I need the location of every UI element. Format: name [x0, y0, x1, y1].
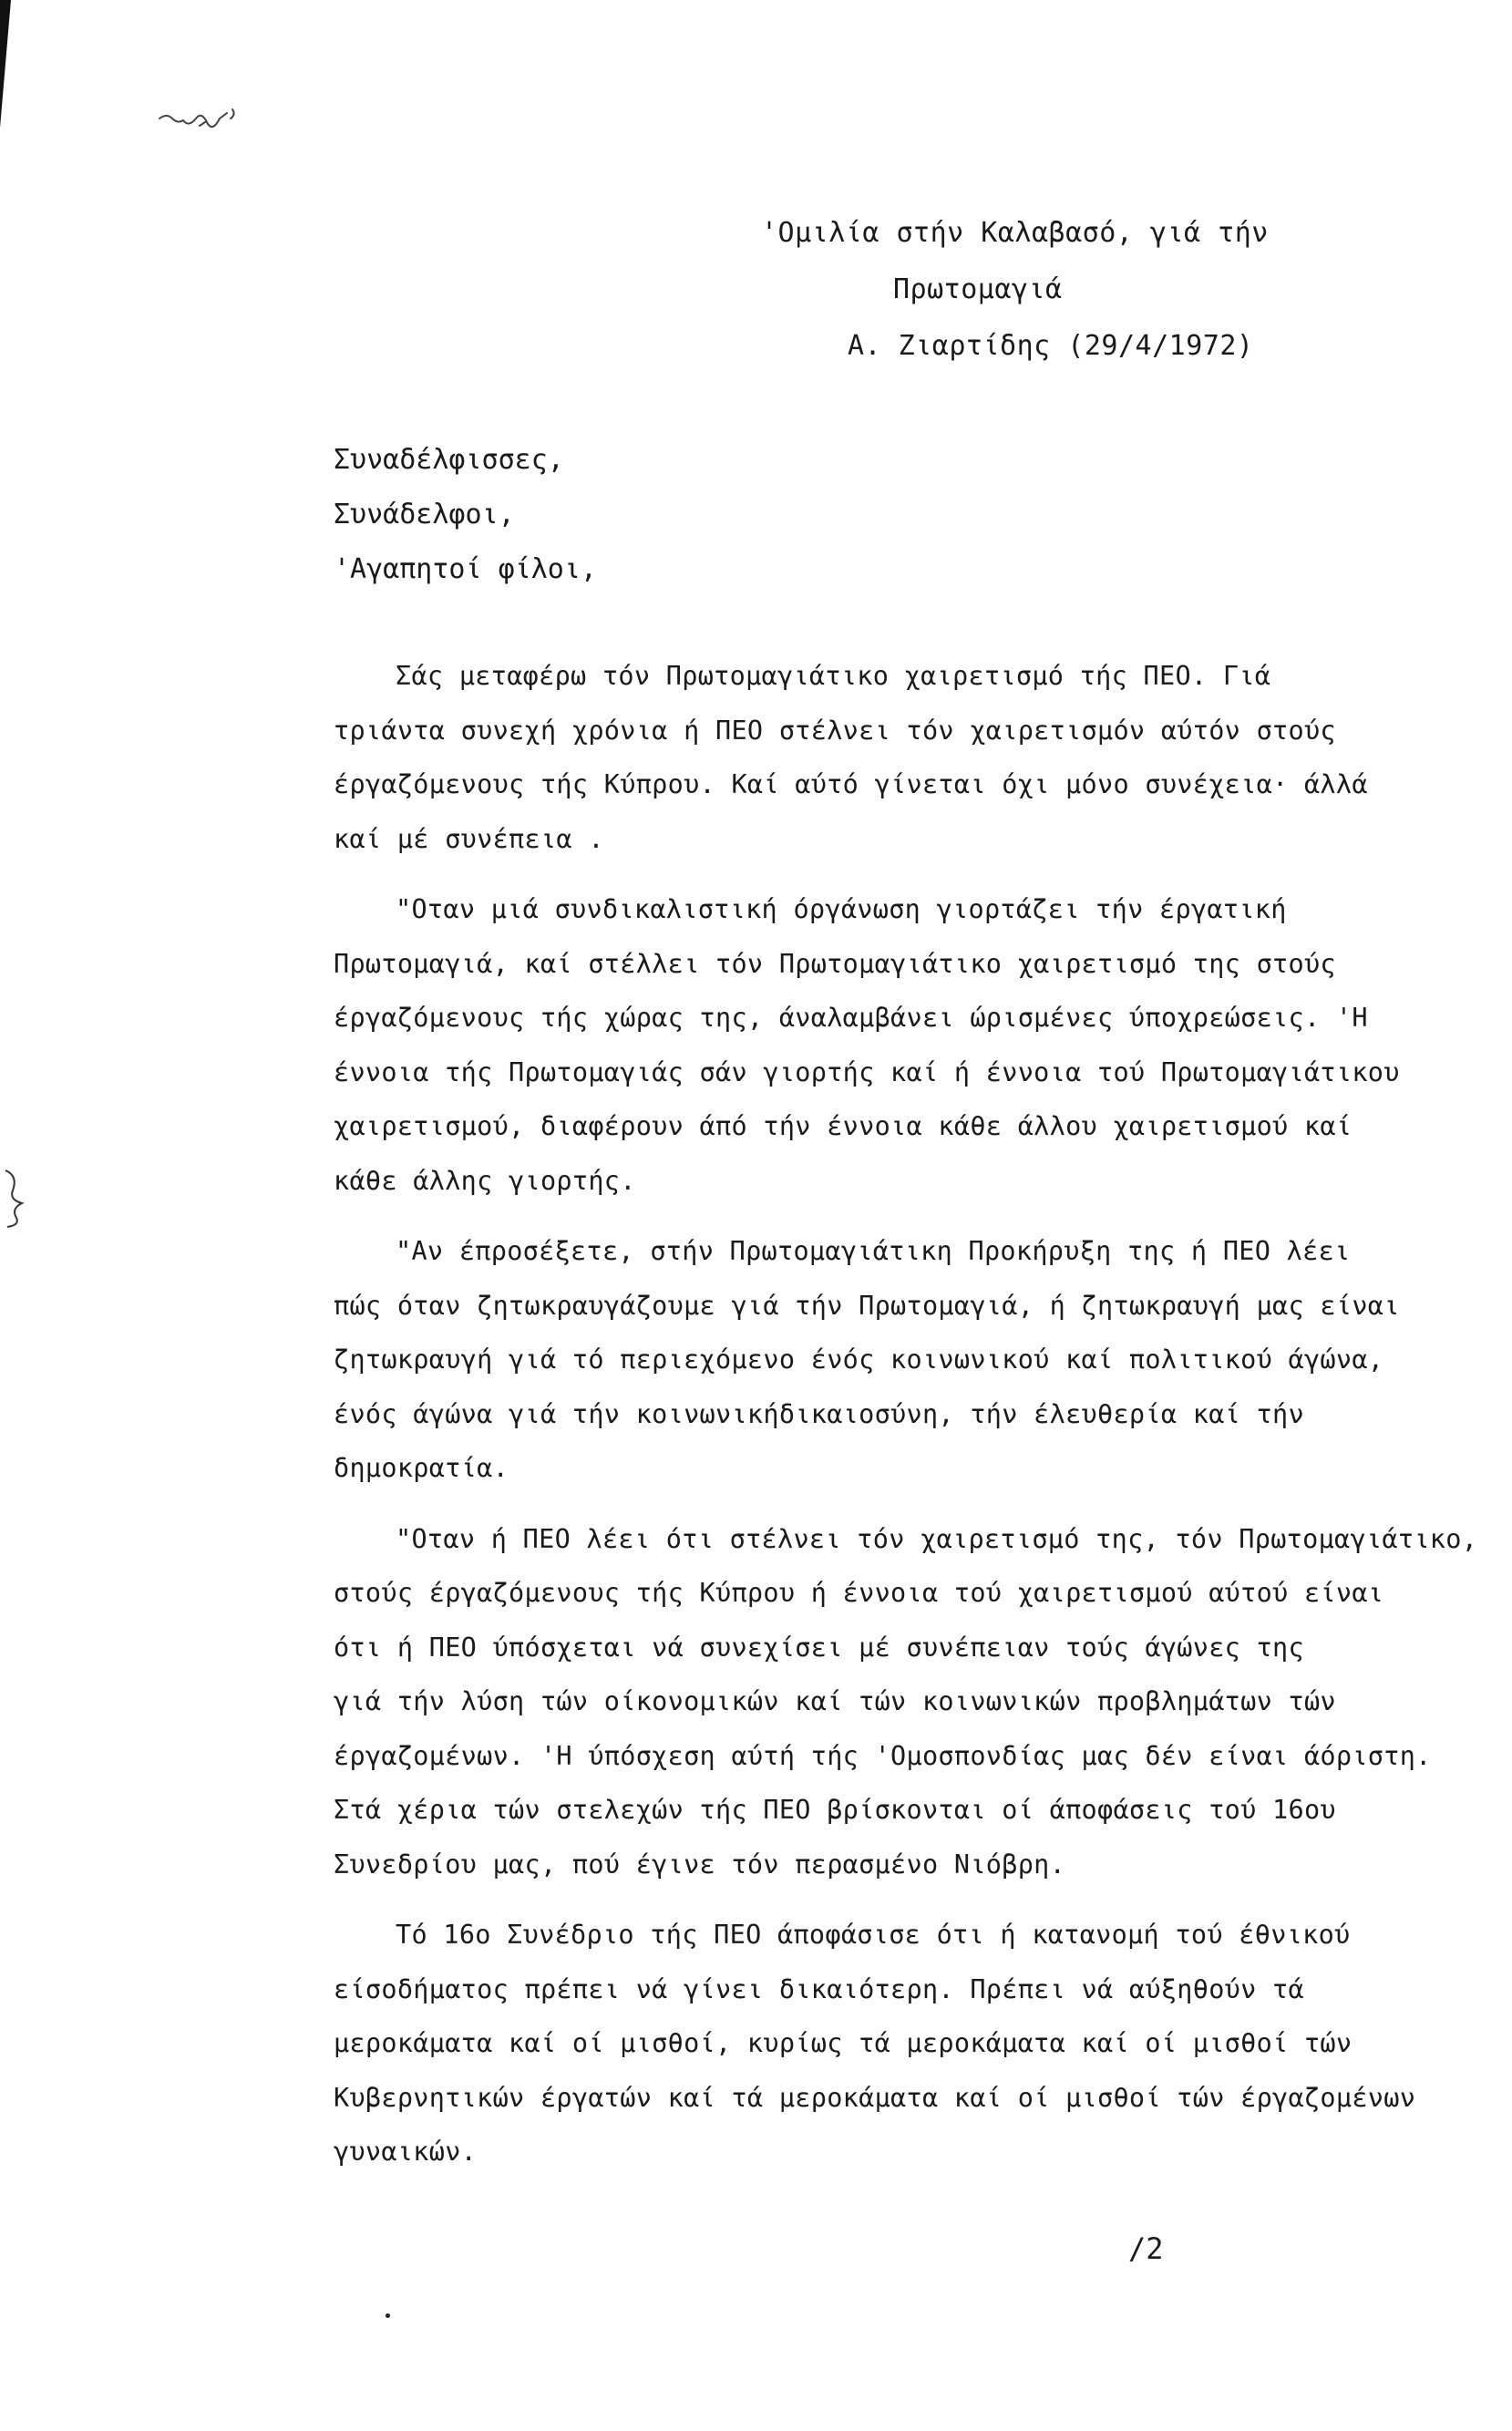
text-line: Τό 16ο Συνέδριο τής ΠΕΟ άποφάσισε ότι ή κατανομή τού έθνικού: [396, 1920, 1351, 1950]
salutation-line: Συνάδελφοι,: [334, 499, 515, 530]
scan-dot-mark: [386, 2313, 390, 2318]
text-line: έννοια τής Πρωτομαγιάς σάν γιορτής καί ή έννοια τού Πρωτομαγιάτικου: [334, 1056, 1400, 1087]
text-line: Πρωτομαγιά, καί στέλλει τόν Πρωτομαγιάτικο χαιρετισμό της στούς: [334, 948, 1336, 979]
text-line: κάθε άλλης γιορτής.: [334, 1165, 636, 1196]
text-line: έργαζόμενους τής χώρας της, άναλαμβάνει ώρισμένες ύποχρεώσεις. 'Η: [334, 1003, 1368, 1033]
speech-subject: Πρωτομαγιά: [893, 273, 1063, 305]
text-line: ότι ή ΠΕΟ ύπόσχεται νά συνεχίσει μέ συνέπειαν τούς άγώνες της: [334, 1632, 1304, 1663]
scan-edge-mark: [0, 0, 11, 128]
text-line: δημοκρατία.: [334, 1453, 509, 1483]
salutation-block: [334, 433, 597, 597]
paragraph: [334, 1512, 1478, 1892]
text-line: καί μέ συνέπεια .: [334, 823, 604, 854]
text-line: "Οταν μιά συνδικαλιστική όργάνωση γιορτάζει τήν έργατική: [396, 894, 1287, 924]
text-line: μεροκάματα καί οί μισθοί, κυρίως τά μεροκάματα καί οί μισθοί τών: [334, 2028, 1353, 2058]
text-line: Στά χέρια τών στελεχών τής ΠΕΟ βρίσκονται οί άποφάσεις τού 16ου: [334, 1795, 1336, 1825]
speech-header: [761, 205, 1417, 375]
speech-body: [334, 649, 1478, 2196]
text-line: είσοδήματος πρέπει νά γίνει δικαιότερη. Πρέπει νά αύξηθούν τά: [334, 1973, 1304, 2004]
speech-title: 'Ομιλία στήν Καλαβασό, γιά τήν: [761, 217, 1269, 249]
page-number: /2: [1128, 2231, 1164, 2266]
speech-author-date: Α. Ζιαρτίδης (29/4/1972): [848, 330, 1254, 362]
paragraph: [334, 649, 1427, 866]
text-line: στούς έργαζόμενους τής Κύπρου ή έννοια τού χαιρετισμού αύτού είναι: [334, 1578, 1384, 1608]
text-line: γυναικών.: [334, 2137, 478, 2167]
text-line: πώς όταν ζητωκραυγάζουμε γιά τήν Πρωτομαγιά, ή ζητωκραυγή μας είναι: [334, 1290, 1400, 1321]
text-line: "Αν έπροσέξετε, στήν Πρωτομαγιάτικη Προκήρυξη της ή ΠΕΟ λέει: [396, 1236, 1351, 1266]
handwritten-scribble-mark: [155, 100, 264, 137]
salutation-line: 'Αγαπητοί φίλοι,: [334, 553, 597, 585]
text-line: χαιρετισμού, διαφέρουν άπό τήν έννοια κάθε άλλου χαιρετισμού καί: [334, 1111, 1353, 1141]
text-line: "Οταν ή ΠΕΟ λέει ότι στέλνει τόν χαιρετισμό της, τόν Πρωτομαγιάτικο,: [396, 1523, 1478, 1554]
text-line: έργαζομένων. 'Η ύπόσχεση αύτή τής 'Ομοσπονδίας μας δέν είναι άόριστη.: [334, 1740, 1432, 1771]
text-line: Σάς μεταφέρω τόν Πρωτομαγιάτικο χαιρετισμό τής ΠΕΟ. Γιά: [396, 661, 1271, 691]
text-line: Συνεδρίου μας, πού έγινε τόν περασμένο Νιόβρη.: [334, 1849, 1066, 1880]
text-line: ένός άγώνα γιά τήν κοινωνικήδικαιοσύνη, τήν έλευθερία καί τήν: [334, 1398, 1304, 1429]
text-line: Κυβερνητικών έργατών καί τά μεροκάματα καί οί μισθοί τών έργαζομένων: [334, 2082, 1416, 2113]
text-line: τριάντα συνεχή χρόνια ή ΠΕΟ στέλνει τόν χαιρετισμόν αύτόν στούς: [334, 715, 1336, 746]
paragraph: [334, 882, 1427, 1208]
text-line: ζητωκραυγή γιά τό περιεχόμενο ένός κοινωνικού καί πολιτικού άγώνα,: [334, 1344, 1384, 1375]
paragraph: [334, 1224, 1427, 1496]
text-line: έργαζόμενους τής Κύπρου. Καί αύτό γίνεται όχι μόνο συνέχεια· άλλά: [334, 769, 1368, 799]
text-line: γιά τήν λύση τών οίκονομικών καί τών κοινωνικών προβλημάτων τών: [334, 1686, 1336, 1716]
paragraph: [334, 1908, 1427, 2179]
margin-bracket-mark: [0, 1167, 36, 1231]
salutation-line: Συναδέλφισσες,: [334, 444, 564, 476]
